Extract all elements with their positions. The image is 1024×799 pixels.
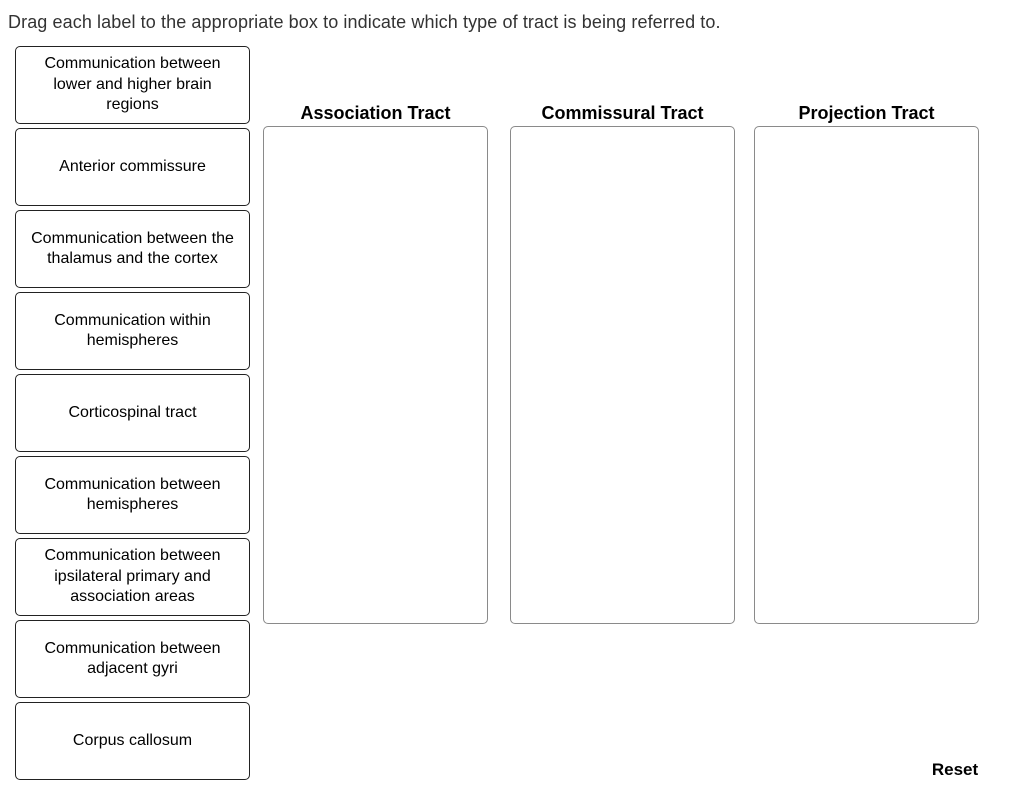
draggable-label[interactable]: Communication between ipsilateral primary and association areas (15, 538, 250, 616)
commissural-tract-drop-zone[interactable] (510, 126, 735, 624)
projection-tract-title: Projection Tract (798, 103, 935, 123)
draggable-label[interactable]: Communication between adjacent gyri (15, 620, 250, 698)
projection-tract-drop-zone[interactable] (754, 126, 979, 624)
draggable-label[interactable]: Communication between lower and higher brain regions (15, 46, 250, 124)
association-tract-title: Association Tract (300, 103, 451, 123)
label-bank (15, 46, 250, 784)
draggable-label[interactable]: Anterior commissure (15, 128, 250, 206)
instruction-text: Drag each label to the appropriate box to indicate which type of tract is being referred to. (8, 12, 721, 32)
commissural-tract-column (510, 100, 735, 624)
projection-tract-column (754, 100, 979, 624)
reset-button[interactable]: Reset (916, 758, 994, 782)
draggable-label[interactable]: Corpus callosum (15, 702, 250, 780)
draggable-label[interactable]: Corticospinal tract (15, 374, 250, 452)
commissural-tract-title: Commissural Tract (541, 103, 704, 123)
draggable-label[interactable]: Communication within hemispheres (15, 292, 250, 370)
association-tract-drop-zone[interactable] (263, 126, 488, 624)
draggable-label[interactable]: Communication between the thalamus and the cortex (15, 210, 250, 288)
association-tract-column (263, 100, 488, 624)
draggable-label[interactable]: Communication between hemispheres (15, 456, 250, 534)
